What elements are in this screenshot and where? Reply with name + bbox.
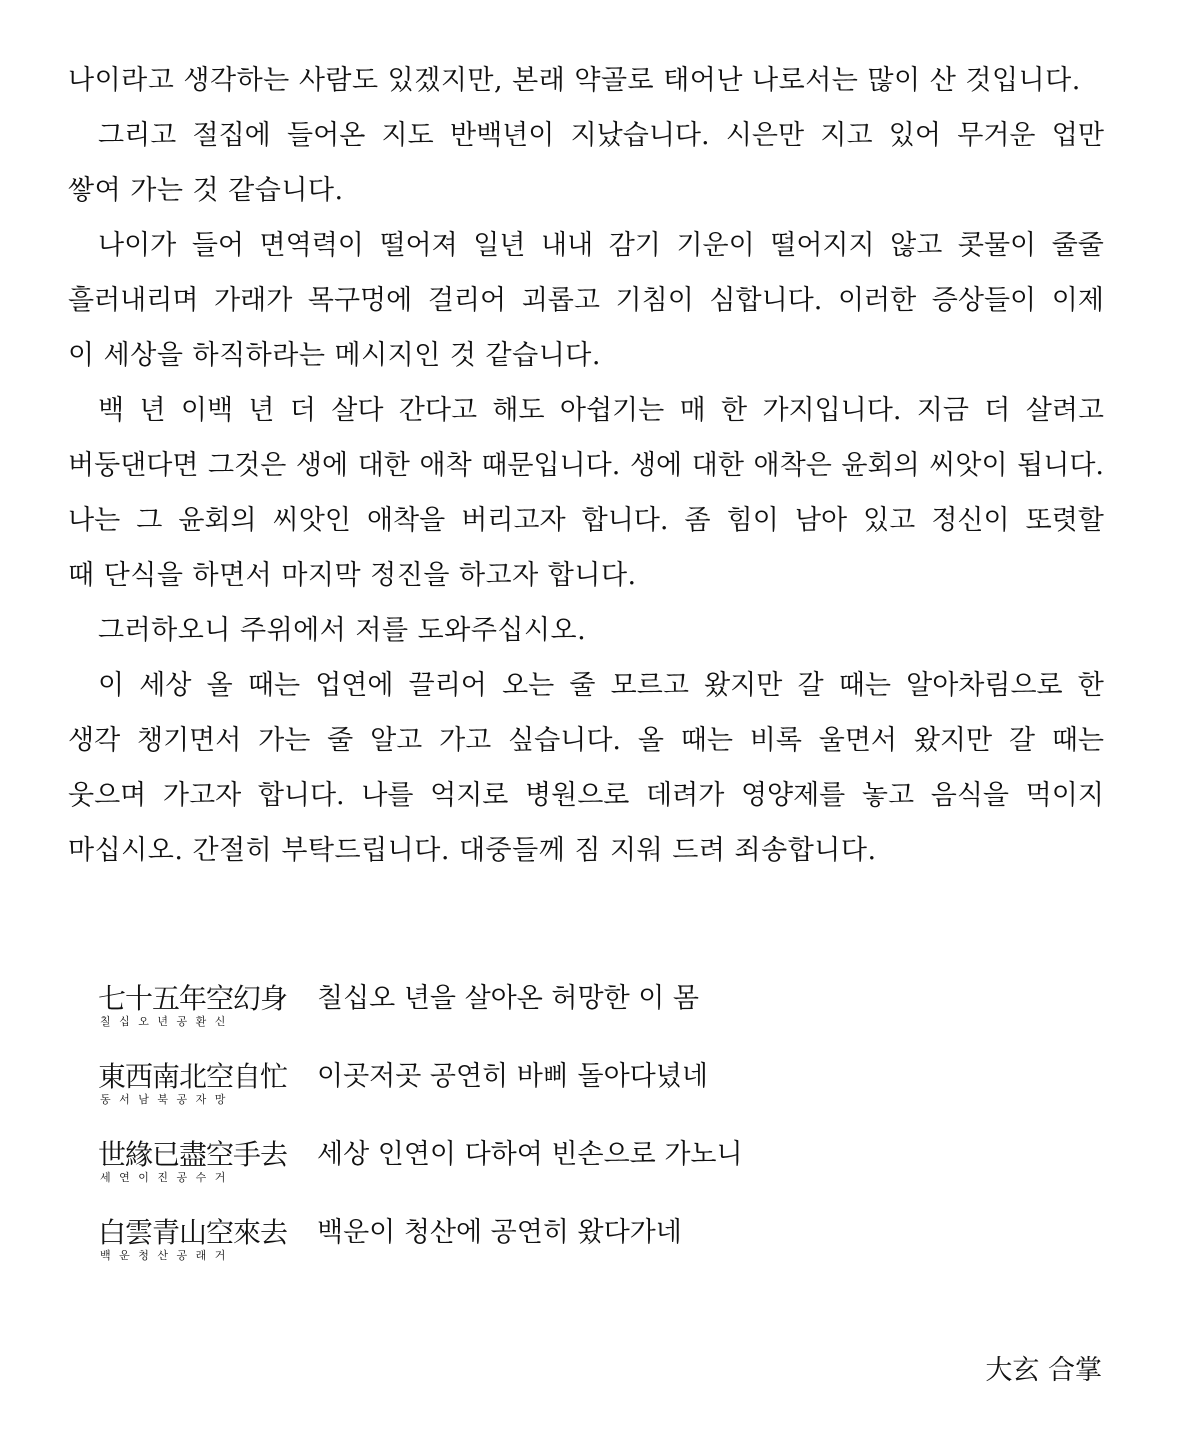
text-line: 백 년 이백 년 더 살다 간다고 해도 아쉽기는 매 한 가지입니다. 지금 더 살려고 — [98, 395, 1104, 426]
poem-verse — [98, 982, 858, 1060]
text-line: 나이가 들어 면역력이 떨어져 일년 내내 감기 기운이 떨어지지 않고 콧물이 줄줄 — [98, 230, 1104, 261]
paragraph — [68, 53, 1104, 108]
poem-verse — [98, 1060, 858, 1138]
text-line: 웃으며 가고자 합니다. 나를 억지로 병원으로 데려가 영양제를 놓고 음식을 먹이지 — [68, 780, 1104, 811]
signature: 大玄 合掌 — [985, 1355, 1102, 1386]
letter-body — [68, 53, 1104, 878]
verse-hanja: 世緣已盡空手去 — [98, 1138, 288, 1171]
paragraph — [68, 658, 1104, 878]
text-line: 버둥댄다면 그것은 생에 대한 애착 때문입니다. 생에 대한 애착은 윤회의 씨앗이 됩니다. — [68, 450, 1104, 481]
verse-translation: 세상 인연이 다하여 빈손으로 가노니 — [317, 1139, 743, 1170]
text-line: 쌓여 가는 것 같습니다. — [68, 175, 344, 206]
text-line: 때 단식을 하면서 마지막 정진을 하고자 합니다. — [68, 560, 637, 591]
paragraph — [68, 603, 1104, 658]
text-line: 나이라고 생각하는 사람도 있겠지만, 본래 약골로 태어난 나로서는 많이 산 것입니다. — [68, 65, 1081, 96]
verse-reading: 칠십오년공환신 — [100, 1015, 234, 1028]
verse-hanja: 白雲青山空來去 — [98, 1216, 288, 1249]
verse-reading: 동서남북공자망 — [100, 1093, 234, 1106]
text-line: 생각 챙기면서 가는 줄 알고 가고 싶습니다. 올 때는 비록 울면서 왔지만 갈 때는 — [68, 725, 1104, 756]
text-line: 그리고 절집에 들어온 지도 반백년이 지났습니다. 시은만 지고 있어 무거운 업만 — [98, 120, 1104, 151]
text-line: 이 세상 올 때는 업연에 끌리어 오는 줄 모르고 왔지만 갈 때는 알아차림으로 한 — [98, 670, 1104, 701]
verse-translation: 이곳저곳 공연히 바삐 돌아다녔네 — [317, 1061, 708, 1092]
text-line: 흘러내리며 가래가 목구멍에 걸리어 괴롭고 기침이 심합니다. 이러한 증상들이 이제 — [68, 285, 1104, 316]
verse-translation: 백운이 청산에 공연히 왔다가네 — [317, 1217, 682, 1248]
poem-verse — [98, 1138, 858, 1216]
farewell-poem — [98, 982, 858, 1294]
text-line: 그러하오니 주위에서 저를 도와주십시오. — [98, 615, 587, 646]
verse-reading: 세연이진공수거 — [100, 1171, 234, 1184]
paragraph — [68, 218, 1104, 383]
verse-hanja: 東西南北空自忙 — [98, 1060, 288, 1093]
verse-translation: 칠십오 년을 살아온 허망한 이 몸 — [317, 983, 699, 1014]
verse-hanja: 七十五年空幻身 — [98, 982, 288, 1015]
text-line: 마십시오. 간절히 부탁드립니다. 대중들께 짐 지워 드려 죄송합니다. — [68, 835, 877, 866]
paragraph — [68, 108, 1104, 218]
poem-verse — [98, 1216, 858, 1294]
verse-reading: 백운청산공래거 — [100, 1249, 234, 1262]
text-line: 나는 그 윤회의 씨앗인 애착을 버리고자 합니다. 좀 힘이 남아 있고 정신이 또렷할 — [68, 505, 1104, 536]
text-line: 이 세상을 하직하라는 메시지인 것 같습니다. — [68, 340, 601, 371]
paragraph — [68, 383, 1104, 603]
